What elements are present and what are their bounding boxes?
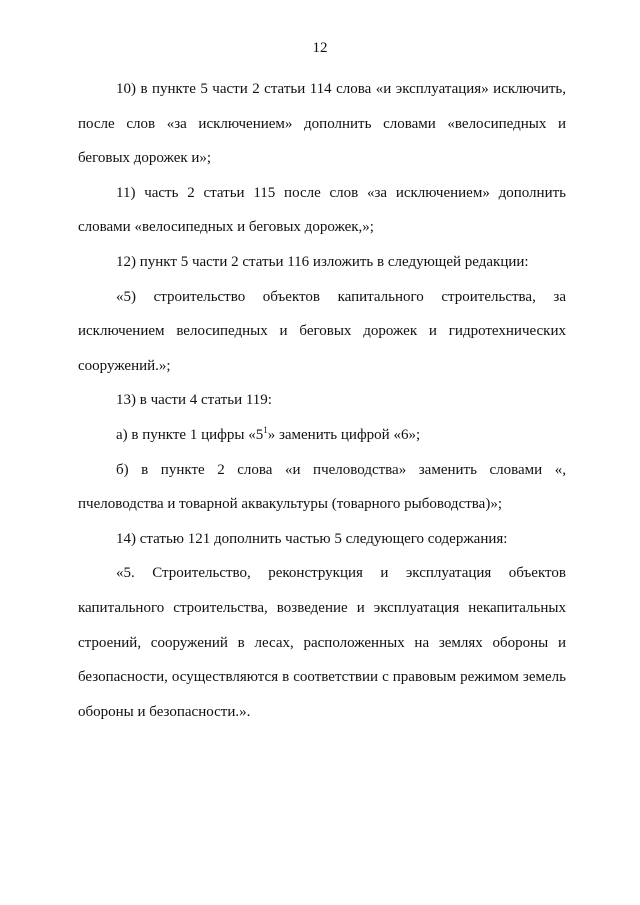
paragraph-13-a-superscript: 1 [263,424,268,435]
paragraph-11: 11) часть 2 статьи 115 после слов «за исключением» дополнить словами «велосипедных и беговых дорожек,»; [78,184,566,236]
paragraph-10: 10) в пункте 5 части 2 статьи 114 слова «и эксплуатация» исключить, после слов «за исключением» дополнить словами «велосипедных и беговых дорожек и»; [78,81,566,167]
paragraph-14: 14) статью 121 дополнить частью 5 следующего содержания: [116,530,508,547]
paragraph-12-quote: «5) строительство объектов капитального строительства, за исключением велосипедных и беговых дорожек и гидротехнических сооружений.»; [78,288,566,374]
paragraph-13-a-text-after: » заменить цифрой «6»; [267,426,421,443]
paragraph-13-a [78,418,566,453]
paragraph-13: 13) в части 4 статьи 119: [116,392,272,409]
paragraph-14-quote: «5. Строительство, реконструкция и эксплуатация объектов капитального строительства, возведение и эксплуатация некапитальных строений, сооружений в лесах, расположенных на землях обороны и безопасности, осуществляются в соответствии с правовым режимом земель обороны и безопасности.». [78,565,566,720]
paragraph-12: 12) пункт 5 части 2 статьи 116 изложить в следующей редакции: [116,253,529,270]
paragraph-13-a-text-before: а) в пункте 1 цифры «5 [116,426,264,443]
page-number: 12 [312,40,328,56]
document-body [78,72,566,729]
paragraph-13-b: б) в пункте 2 слова «и пчеловодства» заменить словами «, пчеловодства и товарной аквакультуры (товарного рыбоводства)»; [78,461,566,513]
